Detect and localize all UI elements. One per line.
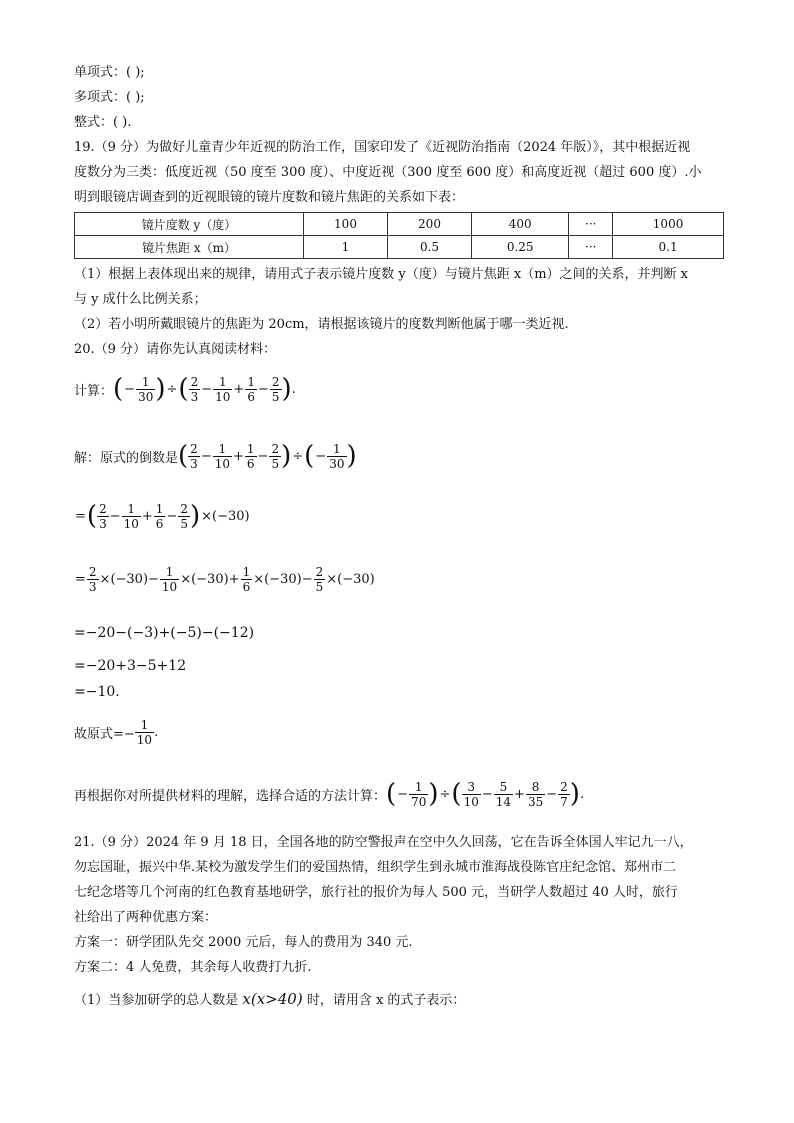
table-cell: 400 — [472, 213, 569, 236]
q21-plan2: 方案二：4 人免费，其余每人收费打九折. — [74, 960, 312, 975]
table-cell: ··· — [569, 213, 613, 236]
q19-line1: 19.（9 分）为做好儿童青少年近视的防治工作，国家印发了《近视防治指南（2024 年版）》，其中根据近视 — [74, 140, 691, 155]
q21-line2: 勿忘国耻，振兴中华.某校为激发学生们的爱国热情，组织学生到永城市淮海战役陈官庄纪念馆、郑州市二 — [74, 860, 677, 875]
whole-expression-line: 整式：( ). — [74, 115, 132, 130]
q21-line1: 21.（9 分）2024 年 9 月 18 日，全国各地的防空警报声在空中久久回荡，它在告诉全体国人牢记九一八， — [74, 835, 693, 850]
q19-line3: 明到眼镜店调查到的近视眼镜的镜片度数和镜片焦距的关系如下表： — [74, 190, 465, 205]
q20-result: 故原式=− $\frac{1}{10}$ . — [74, 718, 159, 747]
then-label: 再根据你对所提供材料的理解，选择合适的方法计算： — [74, 788, 387, 804]
calc-label: 计算： — [74, 383, 114, 399]
q21-part1-post: 时，请用含 x 的式子表示： — [302, 993, 466, 1008]
solve-label: 解：原式的倒数是 — [74, 450, 179, 466]
q19-line2: 度数分为三类：低度近视（50 度至 300 度）、中度近视（300 度至 600 度）和高度近视（超过 600 度）.小 — [74, 165, 702, 180]
q19-part2: （2）若小明所戴眼镜片的焦距为 20cm，请根据该镜片的度数判断他属于哪一类近视. — [74, 317, 569, 332]
q21-line4: 社给出了两种优惠方案： — [74, 910, 218, 925]
table-cell: 0.1 — [613, 236, 724, 259]
q20-solution-reciprocal: 解：原式的倒数是 ( $\frac{2}{3}$ − $\frac{1}{10}$ + $\frac{1}{6}$ − $\frac{2}{5}$ ) ÷ ( − $\frac{1}{30}$ ) — [74, 441, 357, 471]
table-row — [75, 236, 724, 259]
q20-step4: =−20−(−3)+(−5)−(−12) — [74, 625, 255, 641]
q21-line3: 七纪念塔等几个河南的红色教育基地研学，旅行社的报价为每人 500 元，当研学人数超过 40 人时，旅行 — [74, 885, 678, 900]
table-row — [75, 213, 724, 236]
multi-term-line: 多项式：( ); — [74, 90, 145, 105]
q21-part1 — [74, 990, 465, 1010]
single-term-line: 单项式：( ); — [74, 65, 145, 80]
q21-plan1: 方案一：研学团队先交 2000 元后，每人的费用为 340 元. — [74, 935, 413, 950]
q21-part1-expr: x(x>40) — [242, 990, 303, 1008]
lens-table — [74, 212, 724, 259]
table-cell: 1000 — [613, 213, 724, 236]
table-cell: 100 — [304, 213, 388, 236]
q20-calc-expression: 计算： ( − $\frac{1}{30}$ ) ÷ ( $\frac{2}{3}$ − $\frac{1}{10}$ + $\frac{1}{6}$ − $\frac{2}{5}$ ) . — [74, 374, 296, 404]
table-cell: ··· — [569, 236, 613, 259]
table-cell: 镜片焦距 x（m） — [75, 236, 304, 259]
q20-intro: 20.（9 分）请你先认真阅读材料： — [74, 342, 277, 357]
q20-step2: = ( $\frac{2}{3}$ − $\frac{1}{10}$ + $\frac{1}{6}$ − $\frac{2}{5}$ ) ×(−30) — [75, 501, 250, 531]
table-cell: 0.5 — [388, 236, 472, 259]
q20-step3: = $\frac{2}{3}$ ×(−30)− $\frac{1}{10}$ ×(−30)+ $\frac{1}{6}$ ×(−30)− $\frac{2}{5}$ ×(−30) — [75, 565, 375, 594]
q19-part1-b: 与 y 成什么比例关系； — [74, 292, 207, 307]
table-cell: 1 — [304, 236, 388, 259]
table-cell: 镜片度数 y（度） — [75, 213, 304, 236]
q20-task: 再根据你对所提供材料的理解，选择合适的方法计算： ( − $\frac{1}{70}$ ) ÷ ( $\frac{3}{10}$ − $\frac{5}{14}$ + $\frac{8}{35}$ − $\frac{2}{7}$ ) . — [74, 779, 585, 809]
q21-part1-pre: （1）当参加研学的总人数是 — [74, 993, 243, 1008]
q20-step5: =−20+3−5+12 — [74, 658, 187, 674]
q19-part1-a: （1）根据上表体现出来的规律，请用式子表示镜片度数 y（度）与镜片焦距 x（m）之间的关系，并判断 x — [74, 267, 689, 282]
table-cell: 0.25 — [472, 236, 569, 259]
q20-step6: =−10. — [74, 684, 120, 700]
table-cell: 200 — [388, 213, 472, 236]
result-label: 故原式=− — [74, 727, 135, 742]
